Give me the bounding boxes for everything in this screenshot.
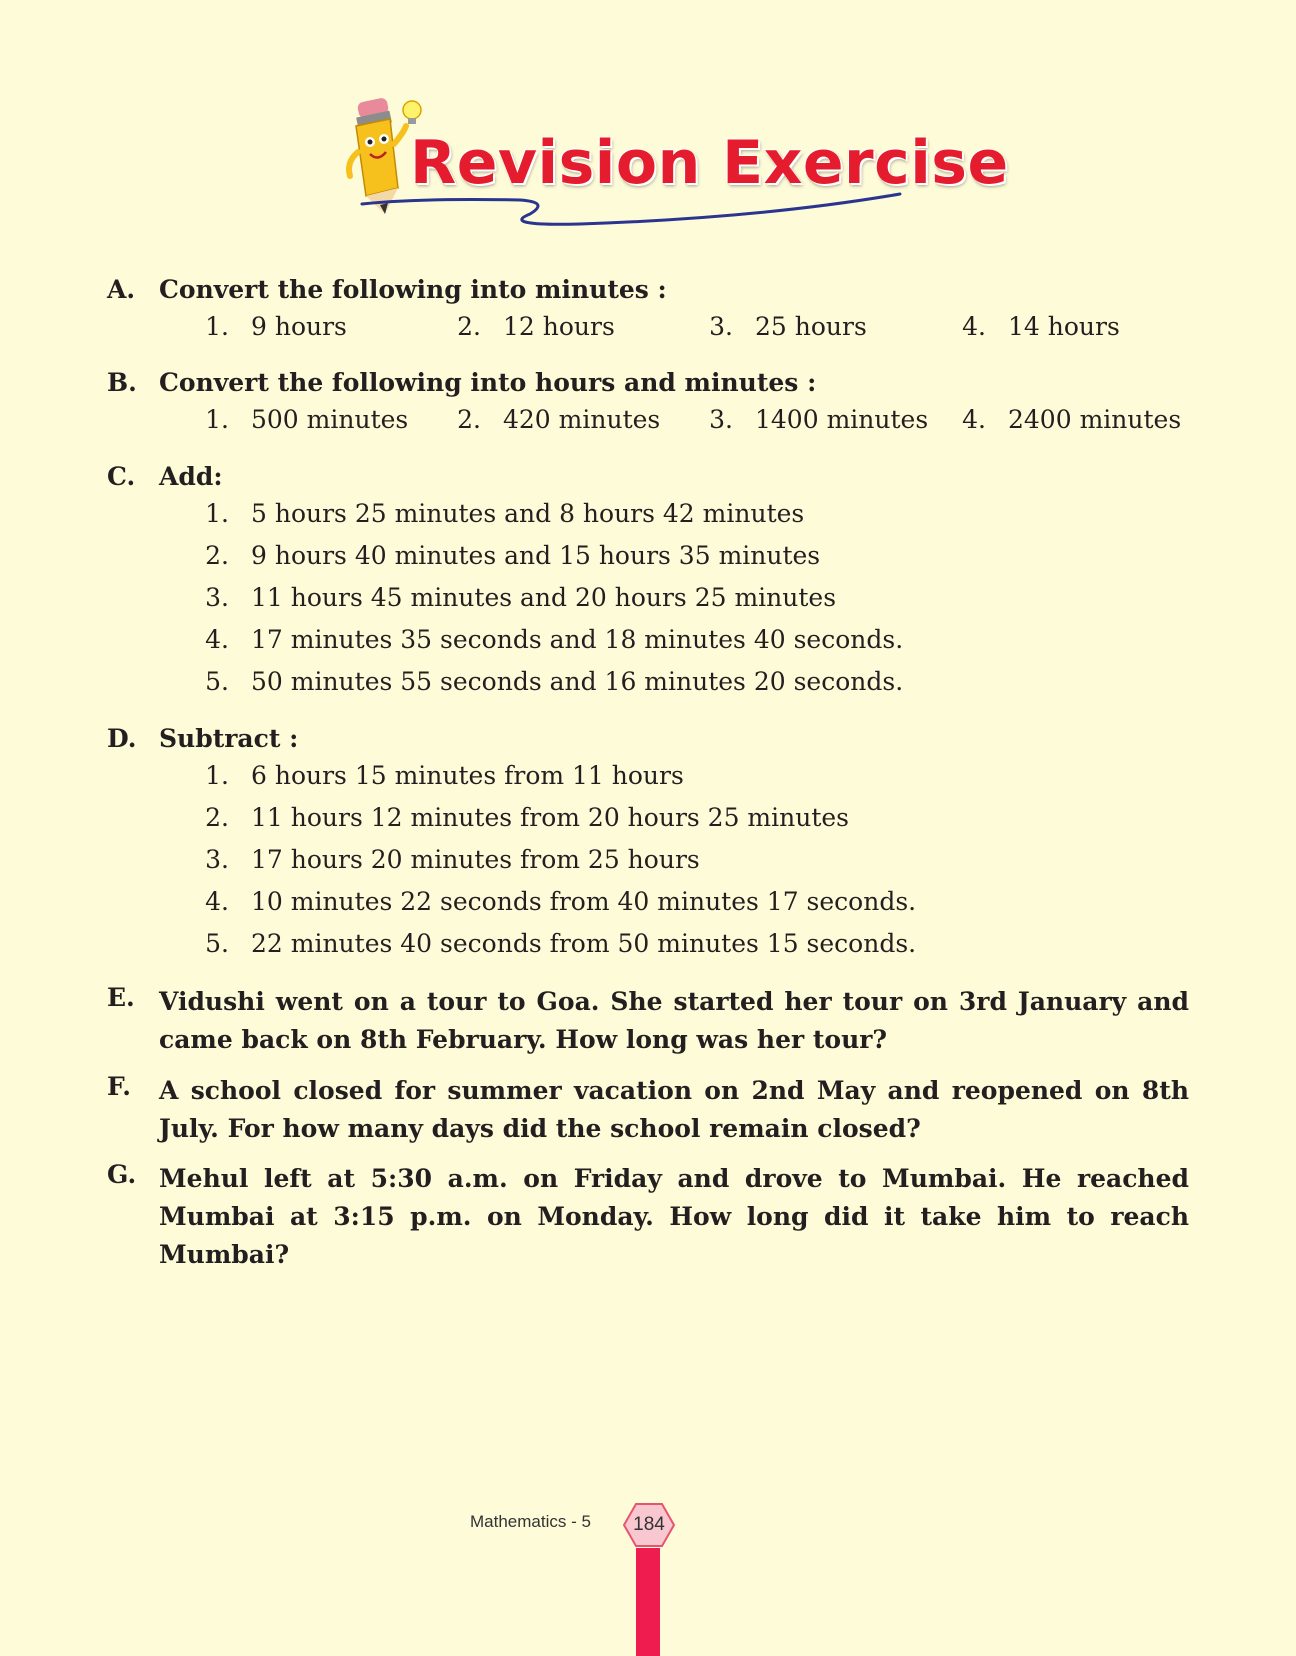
section-letter: C. bbox=[107, 462, 136, 491]
section-c bbox=[107, 462, 1197, 709]
page-title: Revision Exercise bbox=[410, 128, 1009, 198]
item-list bbox=[107, 499, 1197, 709]
section-letter: F. bbox=[107, 1072, 131, 1101]
section-title: Convert the following into minutes : bbox=[159, 275, 667, 304]
grid-item: 2. 12 hours bbox=[457, 312, 615, 341]
section-g bbox=[107, 1160, 1197, 1274]
grid-item: 1. 500 minutes bbox=[205, 405, 409, 434]
grid-item: 2. 420 minutes bbox=[457, 405, 661, 434]
section-d bbox=[107, 724, 1197, 971]
list-item: 3. 11 hours 45 minutes and 20 hours 25 minutes bbox=[205, 583, 837, 612]
item-list bbox=[107, 761, 1197, 971]
grid-item: 3. 25 hours bbox=[709, 312, 867, 341]
section-letter: G. bbox=[107, 1160, 137, 1189]
page-edge-bar bbox=[636, 1548, 660, 1656]
list-item: 4. 17 minutes 35 seconds and 18 minutes 40 seconds. bbox=[205, 625, 904, 654]
section-b bbox=[107, 368, 1197, 447]
section-letter: A. bbox=[107, 275, 136, 304]
list-item: 5. 22 minutes 40 seconds from 50 minutes 15 seconds. bbox=[205, 929, 917, 958]
section-letter: E. bbox=[107, 983, 135, 1012]
word-problem: A school closed for summer vacation on 2nd May and reopened on 8th July. For how many days did the school remain closed? bbox=[159, 1076, 1189, 1143]
section-title: Add: bbox=[159, 462, 223, 491]
list-item: 2. 9 hours 40 minutes and 15 hours 35 minutes bbox=[205, 541, 821, 570]
section-letter: B. bbox=[107, 368, 137, 397]
grid-item: 4. 2400 minutes bbox=[962, 405, 1182, 434]
section-f bbox=[107, 1072, 1197, 1148]
list-item: 1. 5 hours 25 minutes and 8 hours 42 minutes bbox=[205, 499, 805, 528]
page-number: 184 bbox=[633, 1514, 665, 1535]
list-item: 3. 17 hours 20 minutes from 25 hours bbox=[205, 845, 700, 874]
section-a bbox=[107, 275, 1197, 354]
title-banner bbox=[340, 92, 1009, 232]
grid-item: 1. 9 hours bbox=[205, 312, 347, 341]
section-letter: D. bbox=[107, 724, 137, 753]
item-grid bbox=[107, 405, 1197, 447]
list-item: 5. 50 minutes 55 seconds and 16 minutes 20 seconds. bbox=[205, 667, 904, 696]
grid-item: 3. 1400 minutes bbox=[709, 405, 929, 434]
section-title: Convert the following into hours and minutes : bbox=[159, 368, 817, 397]
section-title: Subtract : bbox=[159, 724, 299, 753]
grid-item: 4. 14 hours bbox=[962, 312, 1120, 341]
underline-swoosh-icon bbox=[360, 192, 920, 232]
word-problem: Mehul left at 5:30 a.m. on Friday and drove to Mumbai. He reached Mumbai at 3:15 p.m. on Monday. How long did it take him to reach Mumbai? bbox=[159, 1164, 1189, 1269]
list-item: 2. 11 hours 12 minutes from 20 hours 25 minutes bbox=[205, 803, 849, 832]
word-problem: Vidushi went on a tour to Goa. She started her tour on 3rd January and came back on 8th February. How long was her tour? bbox=[159, 987, 1189, 1054]
item-grid bbox=[107, 312, 1197, 354]
list-item: 4. 10 minutes 22 seconds from 40 minutes 17 seconds. bbox=[205, 887, 917, 916]
list-item: 1. 6 hours 15 minutes from 11 hours bbox=[205, 761, 684, 790]
book-label: Mathematics - 5 bbox=[470, 1512, 591, 1531]
section-e bbox=[107, 983, 1197, 1059]
